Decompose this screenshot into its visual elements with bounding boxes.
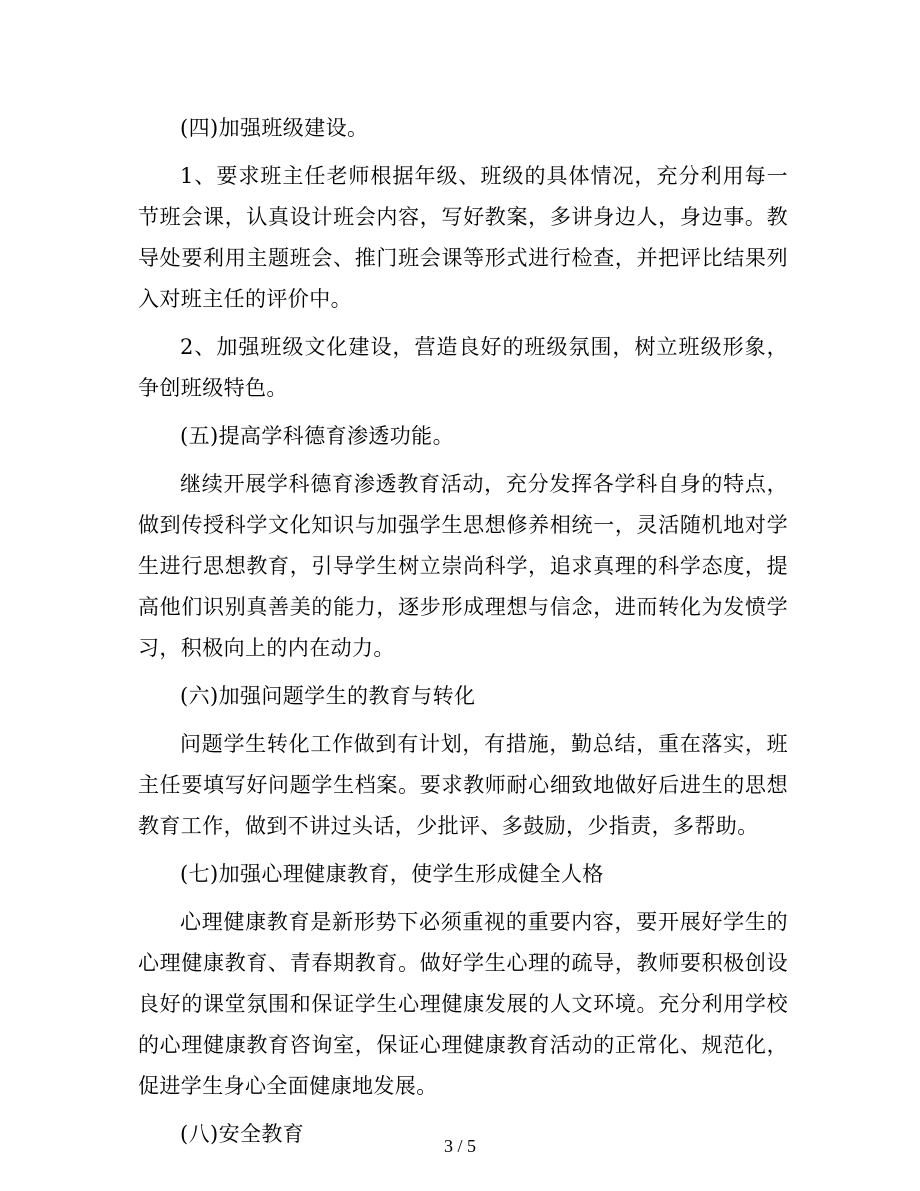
section-heading-6: (六)加强问题学生的教育与转化: [180, 684, 476, 708]
paragraph-problem-students: 问题学生转化工作做到有计划，有措施，勤总结，重在落实，班主任要填写好问题学生档案。要求教师耐心细致地做好后进生的思想教育工作，做到不讲过头话，少批评、多鼓励，少指责，多帮助。: [138, 732, 788, 838]
paragraph-class-culture: 2、加强班级文化建设，营造良好的班级氛围，树立班级形象，争创班级特色。: [138, 335, 788, 400]
paragraph-mental-health: 心理健康教育是新形势下必须重视的重要内容，要开展好学生的心理健康教育、青春期教育。做好学生心理的疏导，教师要积极创设良好的课堂氛围和保证学生心理健康发展的人文环境。充分利用学校的心理健康教育咨询室，保证心理健康教育活动的正常化、规范化，促进学生身心全面健康地发展。: [138, 910, 788, 1098]
paragraph-subject-moral-education: 继续开展学科德育渗透教育活动，充分发挥各学科自身的特点，做到传授科学文化知识与加强学生思想修养相统一，灵活随机地对学生进行思想教育，引导学生树立崇尚科学，追求真理的科学态度，提高他们识别真善美的能力，逐步形成理想与信念，进而转化为发愤学习，积极向上的内在动力。: [138, 472, 788, 660]
section-heading-8: (八)安全教育: [180, 1122, 305, 1146]
page-number: 3 / 5: [443, 1136, 476, 1156]
paragraph-class-meeting: 1、要求班主任老师根据年级、班级的具体情况，充分利用每一节班会课，认真设计班会内容，写好教案，多讲身边人，身边事。教导处要利用主题班会、推门班会课等形式进行检查，并把评比结果列入对班主任的评价中。: [138, 164, 788, 311]
document-body: [138, 108, 788, 1155]
section-heading-7: (七)加强心理健康教育，使学生形成健全人格: [180, 862, 604, 886]
section-heading-4: (四)加强班级建设。: [180, 116, 369, 140]
section-heading-5: (五)提高学科德育渗透功能。: [180, 424, 454, 448]
